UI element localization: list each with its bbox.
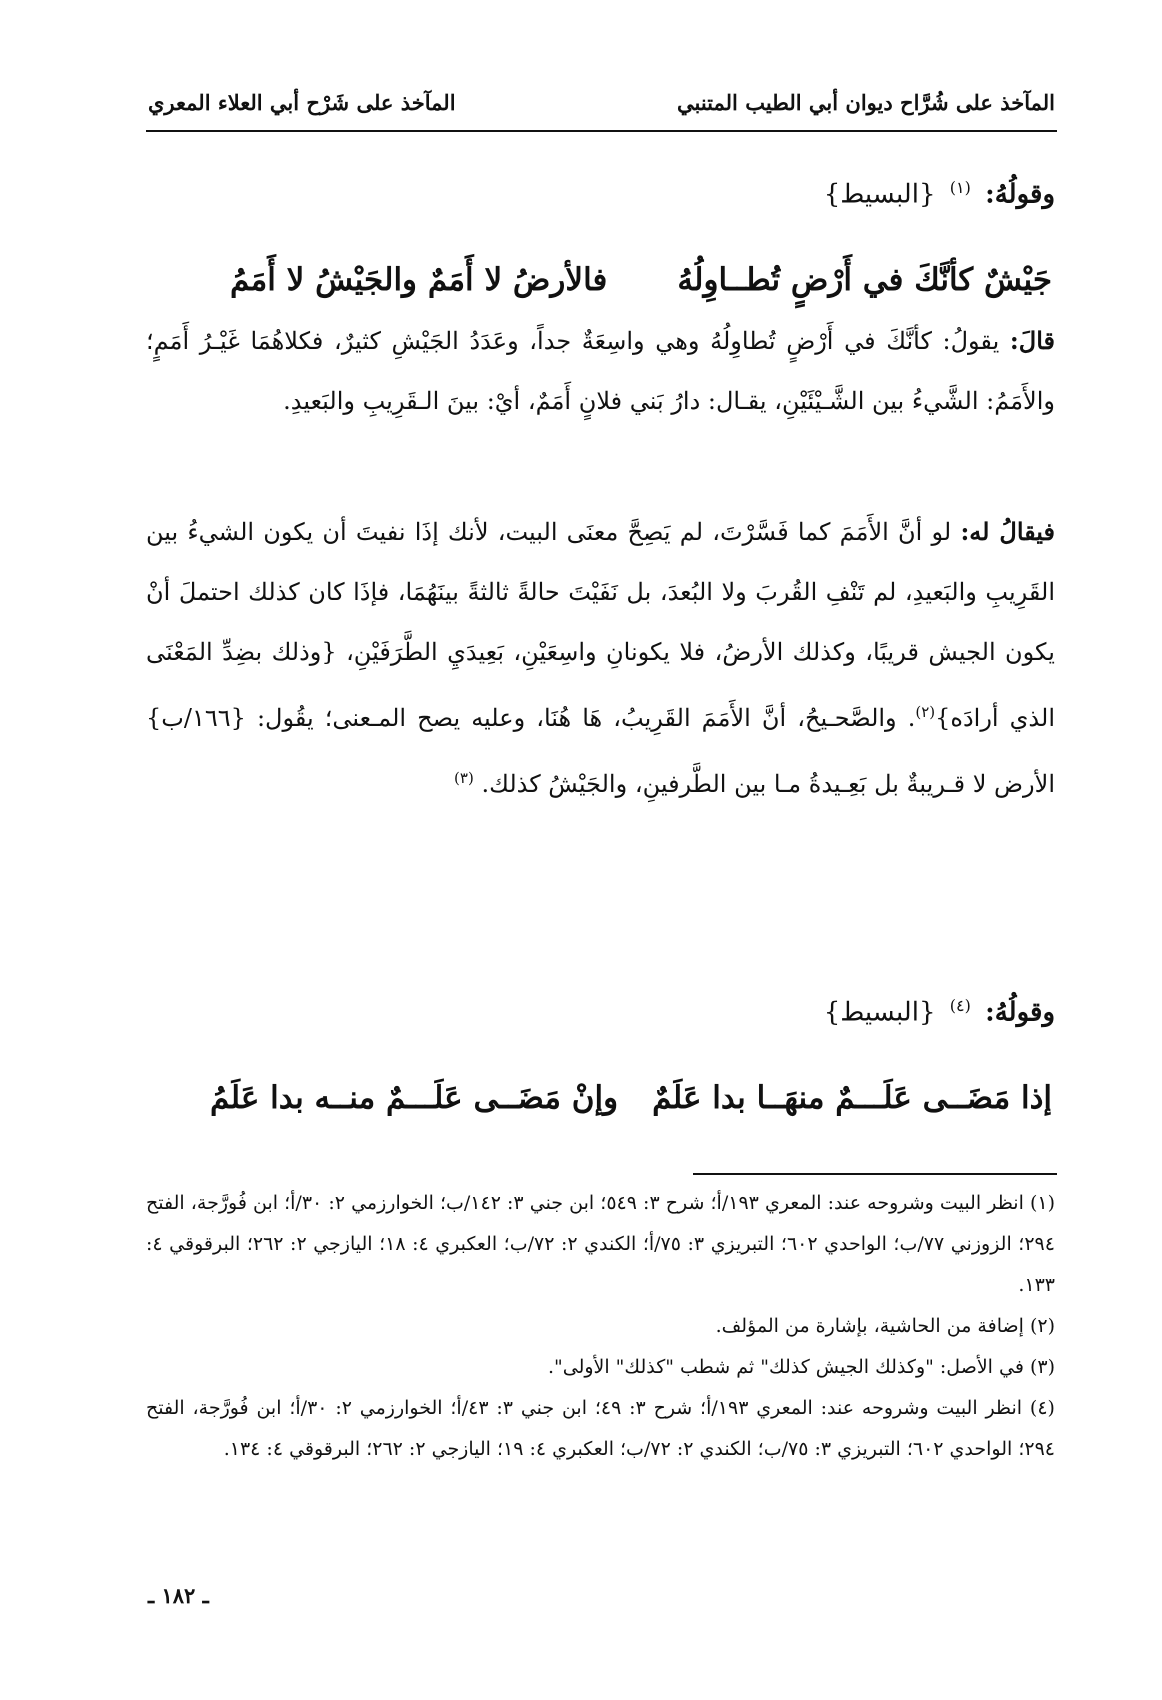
- critique-text-b: . والصَّحـيحُ، أنَّ الأَمَمَ القَرِيبُ، هَا هُنَا، وعليه يصح المـعنى؛ يقُول: {١٦٦/ب} الأرض لا قـريبةٌ بل بَعِـيدةُ مـا بين الطَّرفينِ، والجَيْشُ كذلك.: [146, 704, 1055, 798]
- running-header-book-title: المآخذ على شُرَّاح ديوان أبي الطيب المتنبي: [677, 90, 1055, 115]
- section2-intro-label: وقولُهُ:: [985, 997, 1055, 1028]
- footnote-2: (٢) إضافة من الحاشية، بإشارة من المؤلف.: [715, 1315, 1055, 1337]
- footnote-ref-1: (١): [949, 178, 971, 197]
- commentary-paragraph-1: [146, 311, 1055, 431]
- verse1-second-hemistich: فالأرضُ لا أَمَمٌ والجَيْشُ لا أَمَمُ: [230, 262, 608, 298]
- critique-paragraph: [146, 502, 1055, 814]
- footnote-1: (١) انظر البيت وشروحه عند: المعري ١٩٣/أ؛ شرح ٣: ٥٤٩؛ ابن جني ٣: ١٤٢/ب؛ الخوارزمي ٢: ٣٠/أ؛ ابن فُورَّجة، الفتح ٢٩٤؛ الزوزني ٧٧/ب؛ الواحدي ٦٠٢؛ التبريزي ٣: ٧٥/أ؛ الكندي ٢: ٧٢/ب؛ العكبري ٤: ١٨؛ اليازجي ٢: ٢٦٢؛ البرقوقي ٤: ١٣٣.: [146, 1192, 1055, 1296]
- section1-intro-label: وقولُهُ:: [985, 179, 1055, 210]
- commentary-text: يقولُ: كأنَّكَ في أَرْضٍ تُطاوِلُهُ وهي واسِعَةٌ جداً، وعَدَدُ الجَيْشِ كثيرٌ، فكلاهُمَا غَيْـرُ أَمَمٍ؛ والأَمَمُ: الشَّيءُ بين الشَّـيْئَيْنِ، يقـال: دارُ بَني فلانٍ أَمَمٌ، أيْ: بينَ الـقَرِيبِ والبَعيدِ.: [146, 327, 1055, 415]
- critique-label: فيقالُ له:: [960, 517, 1055, 546]
- section1-intro: [824, 178, 1055, 210]
- footnote-ref-4: (٤): [949, 996, 971, 1015]
- footnote-4: (٤) انظر البيت وشروحه عند: المعري ١٩٣/أ؛ شرح ٣: ٤٩؛ ابن جني ٣: ٤٣/أ؛ الخوارزمي ٢: ٣٠/أ؛ ابن فُورَّجة، الفتح ٢٩٤؛ الواحدي ٦٠٢؛ التبريزي ٣: ٧٥/ب؛ الكندي ٢: ٧٢/ب؛ العكبري ٤: ١٩؛ اليازجي ٢: ٢٦٢؛ البرقوقي ٤: ١٣٤.: [146, 1397, 1055, 1460]
- footnote-ref-2: (٢): [915, 703, 936, 721]
- page-number: ـ ١٨٢ ـ: [148, 1583, 209, 1608]
- critique-text-a: لو أنَّ الأَمَمَ كما فَسَّرْتَ، لم يَصِحَّ معنَى البيت، لأنك إذَا نفيتَ أن يكون الشيءُ بين القَرِيبِ والبَعيدِ، لم تَنْفِ القُربَ ولا البُعدَ، بل نَفَيْتَ حالةً ثالثةً بينَهُمَا، فإذَا كان كذلك احتملَ أنْ يكون الجيش قريبًا، وكذلك الأرضُ، فلا يكونانِ واسِعَيْنِ، بَعِيدَيِ الطَّرَفَيْنِ، {وذلك بضِدِّ المَعْنَى الذي أرادَه}: [146, 518, 1056, 732]
- footnotes: [146, 1183, 1055, 1470]
- footnote-separator: [693, 1173, 1057, 1175]
- footnote-ref-3: (٣): [454, 769, 474, 787]
- verse2-first-hemistich: إذا مَضَــى عَلَـــمٌ منهَــا بدا عَلَمٌ: [652, 1080, 1052, 1116]
- section1-meter: {البسيط}: [823, 179, 936, 210]
- commentary-label: قالَ:: [1009, 326, 1055, 355]
- section2-intro: [824, 996, 1055, 1028]
- verse2-second-hemistich: وإنْ مَضَــى عَلَـــمٌ منــه بدا عَلَمُ: [210, 1080, 619, 1116]
- header-rule: [146, 130, 1057, 132]
- footnote-3: (٣) في الأصل: "وكذلك الجيش كذلك" ثم شطب "كذلك" الأولى".: [547, 1356, 1055, 1378]
- running-header-section-title: المآخذ على شَرْح أبي العلاء المعري: [148, 90, 456, 115]
- section2-meter: {البسيط}: [823, 997, 936, 1028]
- verse1-first-hemistich: جَيْشٌ كأنَّكَ في أَرْضٍ تُطــاوِلُهُ: [677, 262, 1052, 298]
